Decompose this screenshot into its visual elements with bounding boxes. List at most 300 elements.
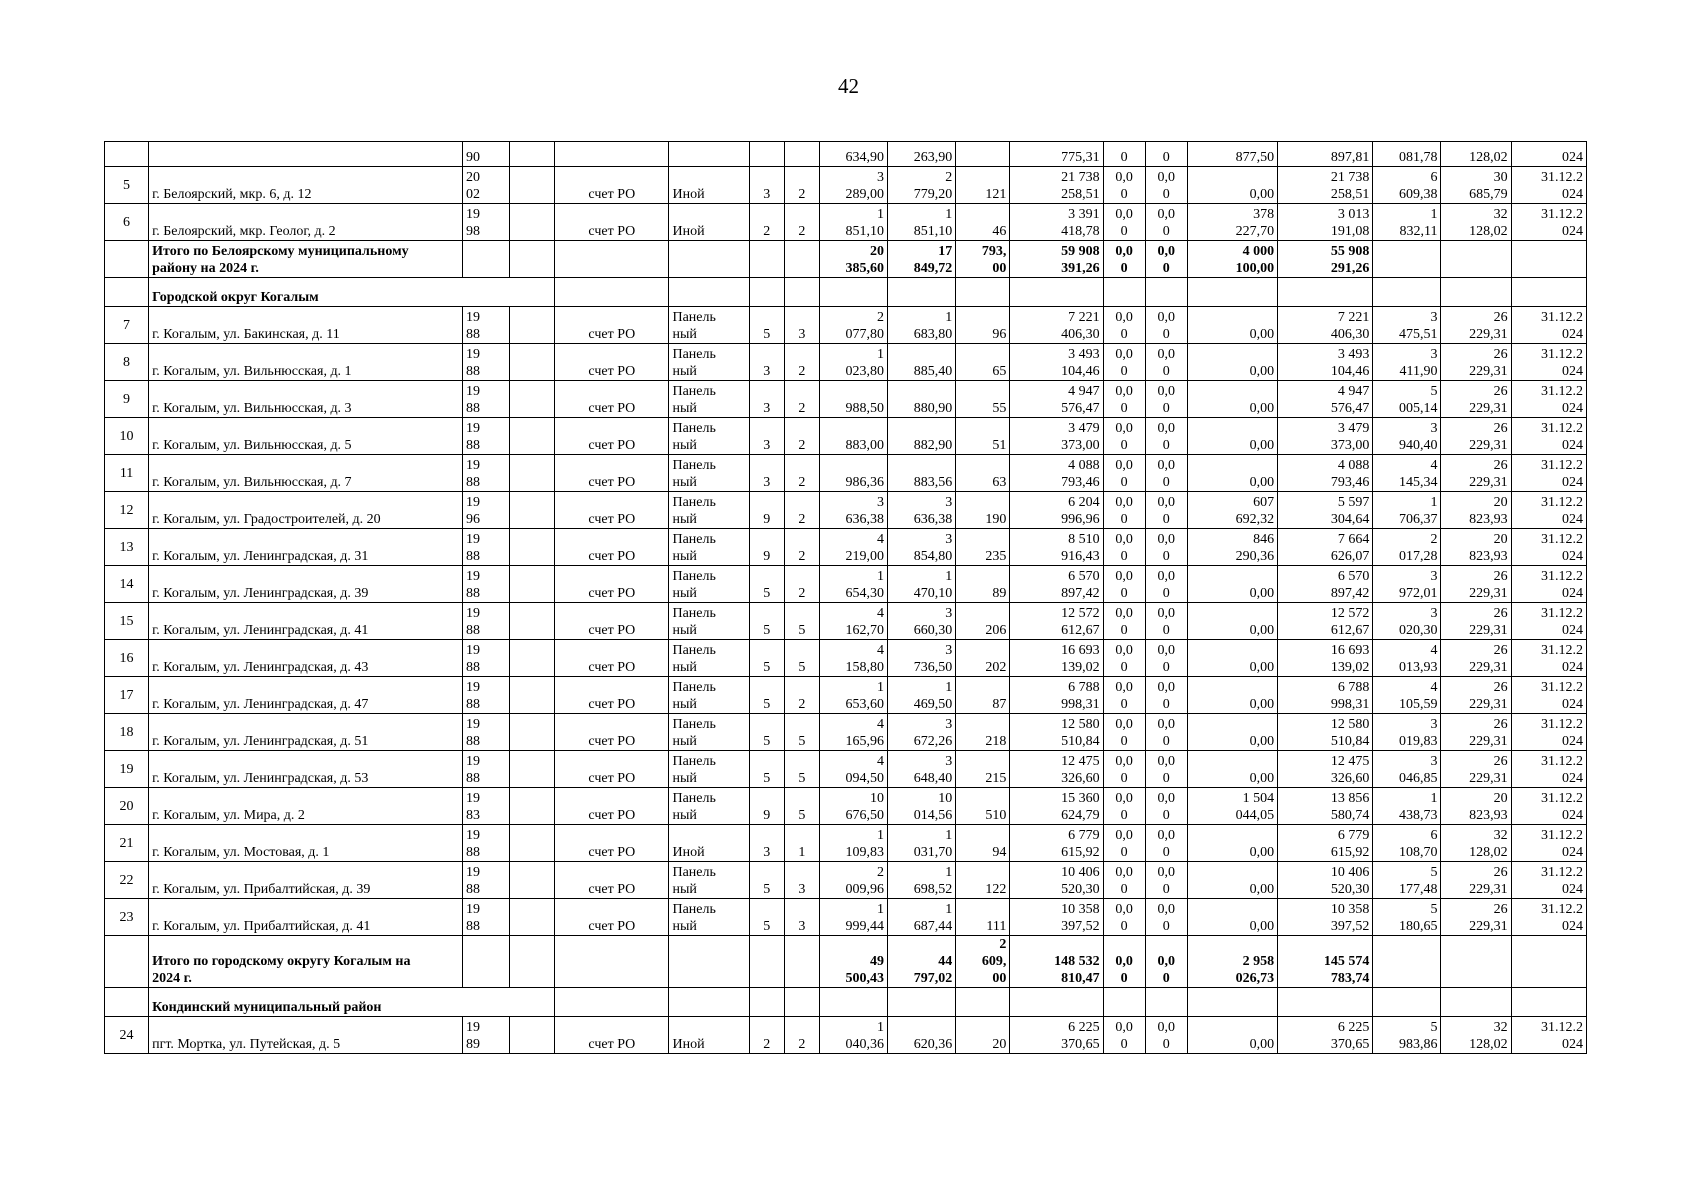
fund-source-cell: счет РО: [555, 492, 669, 529]
unit-cost-cell: 3 020,30: [1373, 603, 1441, 640]
deadline-cell: 31.12.2 024: [1511, 825, 1586, 862]
year-cell: 19 88: [462, 677, 509, 714]
address-cell: г. Когалым, ул. Ленинградская, д. 53: [149, 751, 463, 788]
owner-fund-cell: 12 580 510,84: [1278, 714, 1373, 751]
address-cell: г. Когалым, ул. Ленинградская, д. 47: [149, 677, 463, 714]
zero-cell: 0,0 0: [1145, 344, 1187, 381]
other-fund-sum: 4 000 100,00: [1187, 241, 1277, 278]
row-number: 18: [105, 714, 149, 751]
total-area-cell: 3 289,00: [819, 167, 887, 204]
total-label: Итого по городскому округу Когалым на 2024 г.: [149, 936, 463, 988]
year-cell: 19 88: [462, 455, 509, 492]
deadline-cell: 31.12.2 024: [1511, 167, 1586, 204]
residents-cell: 55: [956, 381, 1010, 418]
total-area-cell: 1 653,60: [819, 677, 887, 714]
zero-cell: 0,0 0: [1145, 862, 1187, 899]
year-cell: 20 02: [462, 167, 509, 204]
total-cost-cell: 7 221 406,30: [1010, 307, 1103, 344]
total-cost-cell: 6 779 615,92: [1010, 825, 1103, 862]
max-cost-cell: 32 128,02: [1441, 1017, 1511, 1054]
wall-type-cell: Иной: [669, 167, 749, 204]
wall-type-cell: Панель ный: [669, 381, 749, 418]
living-area-cell: 882,90: [888, 418, 956, 455]
total-cost-cell: 10 358 397,52: [1010, 899, 1103, 936]
address-cell: г. Когалым, ул. Бакинская, д. 11: [149, 307, 463, 344]
table-row: [105, 640, 1587, 677]
row-number: 13: [105, 529, 149, 566]
total-label: Итого по Белоярскому муниципальному району на 2024 г.: [149, 241, 463, 278]
unit-cost-cell: 3 019,83: [1373, 714, 1441, 751]
total-cost-cell: 16 693 139,02: [1010, 640, 1103, 677]
fund-source-cell: счет РО: [555, 788, 669, 825]
owner-fund-cell: 6 779 615,92: [1278, 825, 1373, 862]
other-fund-cell: 846 290,36: [1187, 529, 1277, 566]
living-area-cell: 3 672,26: [888, 714, 956, 751]
row-number: 6: [105, 204, 149, 241]
max-cost-cell: 26 229,31: [1441, 381, 1511, 418]
deadline-cell: 31.12.2 024: [1511, 344, 1586, 381]
total-cost-cell: 6 204 996,96: [1010, 492, 1103, 529]
zero-cell: 0,0 0: [1103, 899, 1145, 936]
total-area-cell: 4 094,50: [819, 751, 887, 788]
total-row: Итого по Белоярскому муниципальному району на 2024 г. 20 385,60 17 849,72 793, 00 59 908 391,26 0,0 0 0,0 0 4 000 100,00 55 908 291,26: [105, 241, 1587, 278]
year-cell: 19 96: [462, 492, 509, 529]
zero-cell: 0,0 0: [1145, 677, 1187, 714]
other-fund-cell: 0,00: [1187, 825, 1277, 862]
wall-type-cell: Панель ный: [669, 566, 749, 603]
zero-cell: 0,0 0: [1145, 899, 1187, 936]
total-area-cell: 4 165,96: [819, 714, 887, 751]
floors-cell: 3: [749, 455, 784, 492]
floors-cell: 9: [749, 529, 784, 566]
owner-fund-cell: 4 088 793,46: [1278, 455, 1373, 492]
wall-type-cell: Иной: [669, 204, 749, 241]
residents-cell: 122: [956, 862, 1010, 899]
fund-source-cell: счет РО: [555, 640, 669, 677]
entrances-cell: 1: [784, 825, 819, 862]
zero-cell: 0,0 0: [1103, 677, 1145, 714]
living-area-cell: 883,56: [888, 455, 956, 492]
floors-cell: 9: [749, 492, 784, 529]
total-area-cell: 4 158,80: [819, 640, 887, 677]
table-row: [105, 1017, 1587, 1054]
unit-cost-cell: 3 940,40: [1373, 418, 1441, 455]
deadline-cell: 31.12.2 024: [1511, 418, 1586, 455]
floors-cell: 3: [749, 418, 784, 455]
wall-type-cell: Иной: [669, 1017, 749, 1054]
floors-cell: 5: [749, 307, 784, 344]
table-row: [105, 167, 1587, 204]
entrances-cell: 2: [784, 167, 819, 204]
fund-source-cell: счет РО: [555, 167, 669, 204]
max-cost-cell: 26 229,31: [1441, 751, 1511, 788]
total-area-cell: 1 109,83: [819, 825, 887, 862]
address-cell: г. Когалым, ул. Градостроителей, д. 20: [149, 492, 463, 529]
table-row: [105, 381, 1587, 418]
table-row: [105, 344, 1587, 381]
living-area-sum: 44 797,02: [888, 936, 956, 988]
residents-cell: 20: [956, 1017, 1010, 1054]
living-area-cell: 3 636,38: [888, 492, 956, 529]
owner-fund-cell: 13 856 580,74: [1278, 788, 1373, 825]
fund-source-cell: счет РО: [555, 1017, 669, 1054]
zero-cell: 0,0 0: [1145, 492, 1187, 529]
max-cost-cell: 32 128,02: [1441, 204, 1511, 241]
table-row: [105, 862, 1587, 899]
zero-cell: 0,0 0: [1103, 492, 1145, 529]
unit-cost-cell: 5 177,48: [1373, 862, 1441, 899]
zero-cell: 0,0 0: [1145, 529, 1187, 566]
max-cost-cell: 26 229,31: [1441, 862, 1511, 899]
row-number: 11: [105, 455, 149, 492]
row-number: 19: [105, 751, 149, 788]
owner-fund-cell: 12 572 612,67: [1278, 603, 1373, 640]
residents-cell: 190: [956, 492, 1010, 529]
zero-cell: 0,0 0: [1103, 455, 1145, 492]
zero-cell: 0,0 0: [1145, 751, 1187, 788]
unit-cost-cell: 1 438,73: [1373, 788, 1441, 825]
other-fund-cell: 0,00: [1187, 751, 1277, 788]
address-cell: г. Когалым, ул. Вильнюсская, д. 3: [149, 381, 463, 418]
address-cell: г. Когалым, ул. Ленинградская, д. 51: [149, 714, 463, 751]
other-fund-cell: 1 504 044,05: [1187, 788, 1277, 825]
year-cell: 19 88: [462, 307, 509, 344]
year-cell: 19 88: [462, 714, 509, 751]
floors-cell: 5: [749, 714, 784, 751]
unit-cost-cell: 3 046,85: [1373, 751, 1441, 788]
table-row: [105, 603, 1587, 640]
entrances-cell: 2: [784, 529, 819, 566]
other-fund-cell: 0,00: [1187, 418, 1277, 455]
total-area-cell: 988,50: [819, 381, 887, 418]
zero-cell: 0,0 0: [1145, 307, 1187, 344]
other-fund-cell: 0,00: [1187, 899, 1277, 936]
wall-type-cell: Панель ный: [669, 640, 749, 677]
address-cell: г. Когалым, ул. Вильнюсская, д. 7: [149, 455, 463, 492]
total-area-cell: 2 077,80: [819, 307, 887, 344]
deadline-cell: 31.12.2 024: [1511, 603, 1586, 640]
table-row: [105, 307, 1587, 344]
residents-cell: 63: [956, 455, 1010, 492]
owner-fund-sum: 145 574 783,74: [1278, 936, 1373, 988]
unit-cost-cell: 4 013,93: [1373, 640, 1441, 677]
zero-cell: 0,0 0: [1145, 204, 1187, 241]
residents-sum: 2 609, 00: [956, 936, 1010, 988]
owner-fund-cell: 10 358 397,52: [1278, 899, 1373, 936]
wall-type-cell: Панель ный: [669, 862, 749, 899]
year-cell: 19 88: [462, 603, 509, 640]
deadline-cell: 31.12.2 024: [1511, 492, 1586, 529]
owner-fund-cell: 10 406 520,30: [1278, 862, 1373, 899]
total-cost-sum: 148 532 810,47: [1010, 936, 1103, 988]
other-fund-sum: 2 958 026,73: [1187, 936, 1277, 988]
residents-cell: 65: [956, 344, 1010, 381]
living-area-cell: 3 660,30: [888, 603, 956, 640]
total-area-cell: 1 654,30: [819, 566, 887, 603]
wall-type-cell: Панель ный: [669, 455, 749, 492]
fund-source-cell: счет РО: [555, 381, 669, 418]
other-fund-cell: 0,00: [1187, 381, 1277, 418]
address-cell: г. Когалым, ул. Мира, д. 2: [149, 788, 463, 825]
fund-source-cell: счет РО: [555, 677, 669, 714]
table-row: [105, 825, 1587, 862]
floors-cell: 2: [749, 1017, 784, 1054]
table-row: [105, 492, 1587, 529]
owner-fund-cell: 7 664 626,07: [1278, 529, 1373, 566]
unit-cost-cell: 6 108,70: [1373, 825, 1441, 862]
section-row: [105, 988, 1587, 1017]
wall-type-cell: Панель ный: [669, 788, 749, 825]
zero-cell: 0,0 0: [1103, 603, 1145, 640]
other-fund-cell: 378 227,70: [1187, 204, 1277, 241]
deadline-cell: 31.12.2 024: [1511, 677, 1586, 714]
wall-type-cell: Иной: [669, 825, 749, 862]
residents-cell: 215: [956, 751, 1010, 788]
entrances-cell: 2: [784, 418, 819, 455]
row-number: 22: [105, 862, 149, 899]
row-number: 23: [105, 899, 149, 936]
owner-fund-cell: 3 493 104,46: [1278, 344, 1373, 381]
total-cost-cell: 6 788 998,31: [1010, 677, 1103, 714]
address-cell: г. Когалым, ул. Прибалтийская, д. 39: [149, 862, 463, 899]
total-cost-cell: 4 088 793,46: [1010, 455, 1103, 492]
year-cell: 19 89: [462, 1017, 509, 1054]
row-number: 17: [105, 677, 149, 714]
address-cell: г. Белоярский, мкр. Геолог, д. 2: [149, 204, 463, 241]
residents-cell: 89: [956, 566, 1010, 603]
owner-fund-cell: 4 947 576,47: [1278, 381, 1373, 418]
table-row: [105, 418, 1587, 455]
section-title: Городской округ Когалым: [149, 278, 555, 307]
table-row: [105, 788, 1587, 825]
residents-cell: 235: [956, 529, 1010, 566]
unit-cost-cell: 5 180,65: [1373, 899, 1441, 936]
residents-cell: 51: [956, 418, 1010, 455]
owner-fund-sum: 55 908 291,26: [1278, 241, 1373, 278]
zero-cell: 0,0 0: [1103, 640, 1145, 677]
zero-cell: 0,0 0: [1103, 862, 1145, 899]
owner-fund-cell: 5 597 304,64: [1278, 492, 1373, 529]
fund-source-cell: счет РО: [555, 307, 669, 344]
entrances-cell: 3: [784, 307, 819, 344]
max-cost-cell: 26 229,31: [1441, 899, 1511, 936]
year-cell: 19 98: [462, 204, 509, 241]
wall-type-cell: Панель ный: [669, 751, 749, 788]
living-area-cell: 1 683,80: [888, 307, 956, 344]
wall-type-cell: Панель ный: [669, 529, 749, 566]
fund-source-cell: счет РО: [555, 899, 669, 936]
total-cost-cell: 4 947 576,47: [1010, 381, 1103, 418]
total-cost-cell: 3 479 373,00: [1010, 418, 1103, 455]
zero-cell: 0,0 0: [1103, 714, 1145, 751]
page-number: 42: [838, 74, 859, 98]
other-fund-cell: 0,00: [1187, 714, 1277, 751]
address-cell: г. Когалым, ул. Ленинградская, д. 41: [149, 603, 463, 640]
fund-source-cell: счет РО: [555, 862, 669, 899]
wall-type-cell: Панель ный: [669, 344, 749, 381]
total-cost-cell: 21 738 258,51: [1010, 167, 1103, 204]
zero-cell: 0,0 0: [1145, 167, 1187, 204]
fund-source-cell: счет РО: [555, 566, 669, 603]
unit-cost-cell: 3 972,01: [1373, 566, 1441, 603]
other-fund-cell: 0,00: [1187, 344, 1277, 381]
owner-fund-cell: 3 013 191,08: [1278, 204, 1373, 241]
unit-cost-cell: 6 609,38: [1373, 167, 1441, 204]
deadline-cell: 31.12.2 024: [1511, 1017, 1586, 1054]
max-cost-cell: 26 229,31: [1441, 566, 1511, 603]
residents-cell: 96: [956, 307, 1010, 344]
max-cost-cell: 26 229,31: [1441, 714, 1511, 751]
entrances-cell: 2: [784, 677, 819, 714]
floors-cell: 2: [749, 204, 784, 241]
year-cell: 19 88: [462, 418, 509, 455]
living-area-sum: 17 849,72: [888, 241, 956, 278]
unit-cost-cell: 1 706,37: [1373, 492, 1441, 529]
year-cell: 19 88: [462, 529, 509, 566]
unit-cost-cell: 5 005,14: [1373, 381, 1441, 418]
address-cell: г. Когалым, ул. Вильнюсская, д. 1: [149, 344, 463, 381]
year-cell: 19 88: [462, 566, 509, 603]
row-number: 24: [105, 1017, 149, 1054]
table-row: [105, 566, 1587, 603]
residents-cell: 111: [956, 899, 1010, 936]
address-cell: г. Когалым, ул. Вильнюсская, д. 5: [149, 418, 463, 455]
floors-cell: 5: [749, 899, 784, 936]
total-cost-cell: 12 580 510,84: [1010, 714, 1103, 751]
owner-fund-cell: 3 479 373,00: [1278, 418, 1373, 455]
row-number: 7: [105, 307, 149, 344]
floors-cell: 5: [749, 677, 784, 714]
deadline-cell: 31.12.2 024: [1511, 566, 1586, 603]
address-cell: г. Когалым, ул. Прибалтийская, д. 41: [149, 899, 463, 936]
row-number: 10: [105, 418, 149, 455]
deadline-cell: 31.12.2 024: [1511, 307, 1586, 344]
other-fund-cell: 0,00: [1187, 603, 1277, 640]
zero-cell: 0,0 0: [1145, 566, 1187, 603]
address-cell: г. Когалым, ул. Ленинградская, д. 39: [149, 566, 463, 603]
zero-cell: 0,0 0: [1103, 344, 1145, 381]
deadline-cell: 31.12.2 024: [1511, 455, 1586, 492]
total-area-cell: 1 023,80: [819, 344, 887, 381]
fund-source-cell: счет РО: [555, 825, 669, 862]
deadline-cell: 31.12.2 024: [1511, 529, 1586, 566]
max-cost-cell: 26 229,31: [1441, 344, 1511, 381]
table-row: [105, 455, 1587, 492]
other-fund-cell: 0,00: [1187, 1017, 1277, 1054]
entrances-cell: 2: [784, 381, 819, 418]
deadline-cell: 31.12.2 024: [1511, 714, 1586, 751]
entrances-cell: 5: [784, 751, 819, 788]
zero-cell: 0,0 0: [1145, 418, 1187, 455]
year-cell: 19 88: [462, 751, 509, 788]
year-cell: 19 83: [462, 788, 509, 825]
year-cell: 19 88: [462, 381, 509, 418]
address-cell: г. Белоярский, мкр. 6, д. 12: [149, 167, 463, 204]
table-row: [105, 677, 1587, 714]
total-area-cell: 4 162,70: [819, 603, 887, 640]
total-area-cell: 1 999,44: [819, 899, 887, 936]
living-area-cell: 1 698,52: [888, 862, 956, 899]
deadline-cell: 31.12.2 024: [1511, 640, 1586, 677]
unit-cost-cell: 4 105,59: [1373, 677, 1441, 714]
unit-cost-cell: 5 983,86: [1373, 1017, 1441, 1054]
other-fund-cell: 0,00: [1187, 455, 1277, 492]
section-title: Кондинский муниципальный район: [149, 988, 555, 1017]
total-cost-cell: 12 572 612,67: [1010, 603, 1103, 640]
entrances-cell: 5: [784, 714, 819, 751]
living-area-cell: 1 851,10: [888, 204, 956, 241]
floors-cell: 3: [749, 167, 784, 204]
living-area-cell: 885,40: [888, 344, 956, 381]
address-cell: г. Когалым, ул. Мостовая, д. 1: [149, 825, 463, 862]
address-cell: г. Когалым, ул. Ленинградская, д. 43: [149, 640, 463, 677]
owner-fund-cell: 6 788 998,31: [1278, 677, 1373, 714]
total-area-cell: 883,00: [819, 418, 887, 455]
fund-source-cell: счет РО: [555, 529, 669, 566]
other-fund-cell: 607 692,32: [1187, 492, 1277, 529]
total-cost-cell: 6 570 897,42: [1010, 566, 1103, 603]
deadline-cell: 31.12.2 024: [1511, 899, 1586, 936]
max-cost-cell: 26 229,31: [1441, 640, 1511, 677]
entrances-cell: 2: [784, 492, 819, 529]
floors-cell: 5: [749, 862, 784, 899]
total-area-cell: 4 219,00: [819, 529, 887, 566]
total-cost-cell: 12 475 326,60: [1010, 751, 1103, 788]
unit-cost-cell: 4 145,34: [1373, 455, 1441, 492]
total-cost-cell: 15 360 624,79: [1010, 788, 1103, 825]
wall-type-cell: Панель ный: [669, 492, 749, 529]
owner-fund-cell: 7 221 406,30: [1278, 307, 1373, 344]
zero-cell: 0,0 0: [1145, 603, 1187, 640]
deadline-cell: 31.12.2 024: [1511, 751, 1586, 788]
zero-cell: 0,0 0: [1145, 381, 1187, 418]
entrances-cell: 5: [784, 603, 819, 640]
zero-cell: 0,0 0: [1103, 167, 1145, 204]
owner-fund-cell: 12 475 326,60: [1278, 751, 1373, 788]
zero-cell: 0,0 0: [1103, 751, 1145, 788]
fund-source-cell: счет РО: [555, 751, 669, 788]
residents-cell: 202: [956, 640, 1010, 677]
entrances-cell: 2: [784, 204, 819, 241]
deadline-cell: 31.12.2 024: [1511, 862, 1586, 899]
other-fund-cell: 0,00: [1187, 862, 1277, 899]
entrances-cell: 2: [784, 1017, 819, 1054]
year-cell: 19 88: [462, 899, 509, 936]
floors-cell: 5: [749, 603, 784, 640]
max-cost-cell: 20 823,93: [1441, 529, 1511, 566]
entrances-cell: 3: [784, 862, 819, 899]
fund-source-cell: счет РО: [555, 603, 669, 640]
row-number: 12: [105, 492, 149, 529]
fund-source-cell: счет РО: [555, 204, 669, 241]
total-area-cell: 1 851,10: [819, 204, 887, 241]
row-number: 8: [105, 344, 149, 381]
living-area-cell: 10 014,56: [888, 788, 956, 825]
row-number: 5: [105, 167, 149, 204]
total-area-cell: 3 636,38: [819, 492, 887, 529]
total-cost-cell: 6 225 370,65: [1010, 1017, 1103, 1054]
zero-cell: 0,0 0: [1145, 640, 1187, 677]
zero-cell: 0,0 0: [1103, 204, 1145, 241]
max-cost-cell: 30 685,79: [1441, 167, 1511, 204]
entrances-cell: 2: [784, 566, 819, 603]
table-body: [105, 142, 1587, 1054]
wall-type-cell: Панель ный: [669, 603, 749, 640]
max-cost-cell: 20 823,93: [1441, 788, 1511, 825]
wall-type-cell: Панель ный: [669, 677, 749, 714]
table-row: [105, 204, 1587, 241]
max-cost-cell: 26 229,31: [1441, 455, 1511, 492]
